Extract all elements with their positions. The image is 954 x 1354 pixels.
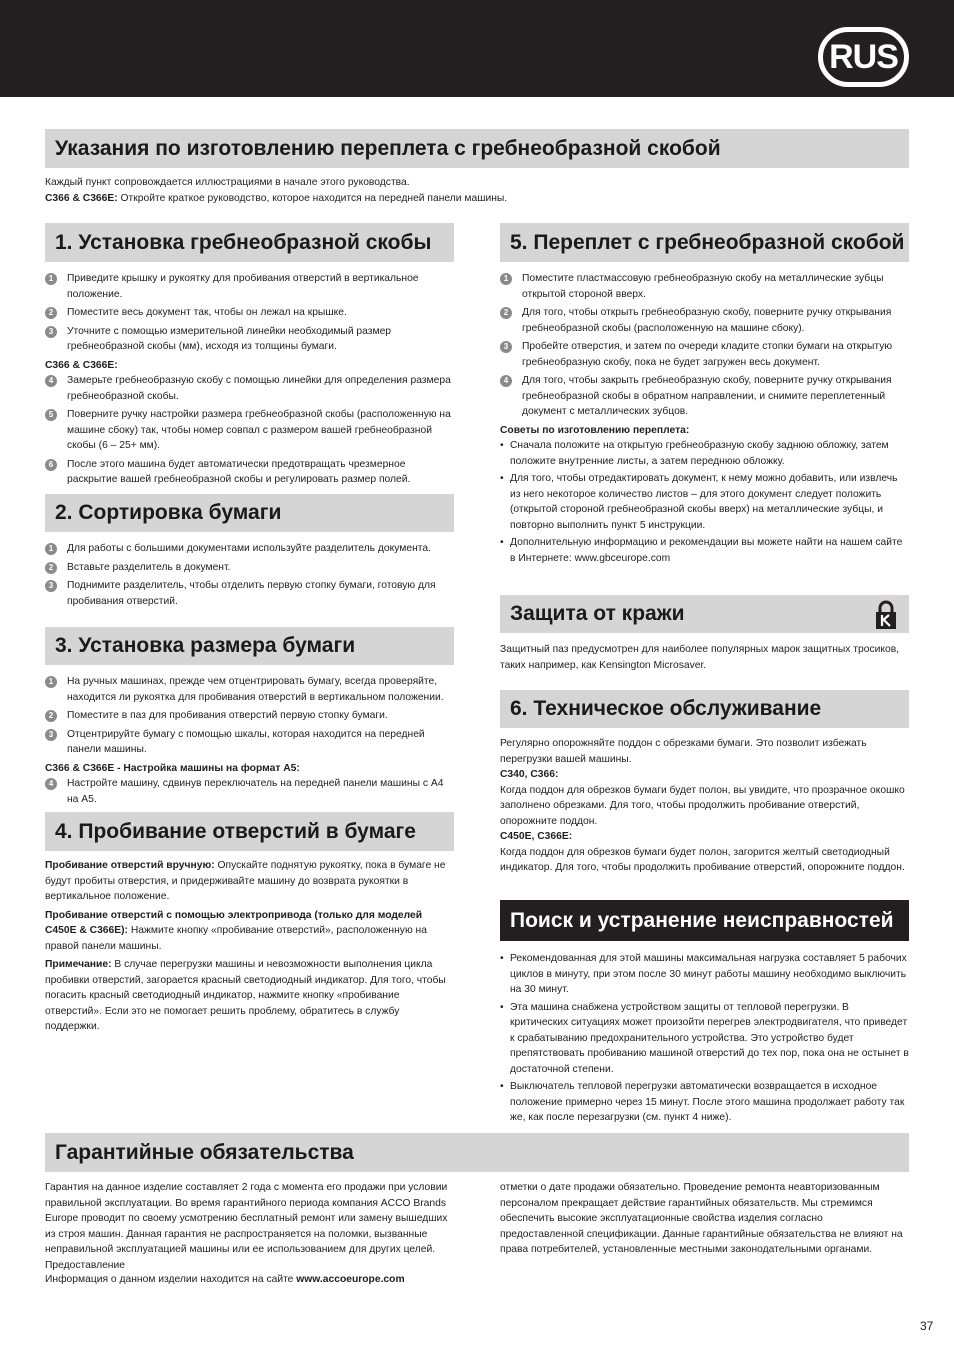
section-2-title: 2. Сортировка бумаги <box>45 494 454 532</box>
list-item-text: Выключатель тепловой перегрузки автоматически возвращается в исходное положение примерно через 15 минут. После этого машина продолжает работу так же, как после перезагрузки (см. пункт 4 ниже). <box>510 1081 905 1123</box>
step-text: Уточните с помощью измерительной линейки необходимый размер гребнеобразной скобы (мм), исходя из толщины бумаги. <box>67 325 392 352</box>
troubleshooting-body <box>500 951 909 1128</box>
step-text: Поместите в паз для пробивания отверстий первую стопку бумаги. <box>67 710 388 721</box>
paragraph-lead: Пробивание отверстий с помощью электропривода (только для моделей C450E & C366E): <box>45 909 423 936</box>
step-number-icon: 4 <box>500 375 512 387</box>
warranty-left: Гарантия на данное изделие составляет 2 года с момента его продажи при условии правильной эксплуатации. Во время гарантийного периода компания ACCO Brands Europe проводит по своему усмотрению бесплатный ремонт или замену вышедших из строя машин. Данная гарантия не распространяется на поломки, вызванные неправильной эксплуатацией машины или ее использованием для других целей. Предоставление <box>45 1182 448 1271</box>
step-text: Поверните ручку настройки размера гребнеобразной скобы (расположенную на машине сбоку) так, чтобы номер совпал с размером вашей гребнеобразной скобы (6 – 25+ мм). <box>67 409 451 451</box>
section-4-title: 4. Пробивание отверстий в бумаге <box>45 812 454 851</box>
step-item <box>45 305 455 321</box>
intro-text: Откройте краткое руководство, которое находится на передней панели машины. <box>117 192 508 204</box>
tip-text: Для того, чтобы отредактировать документ, к нему можно добавить, или извлечь из него некоторое количество листов – для этого документ следует положить (открытой стороной гребнеобразной скобы вверх) на металлические зубцы, и повторно выполнить пункт 5 инструкции. <box>510 473 898 531</box>
list-item: • Рекомендованная для этой машины максимальная нагрузка составляет 5 рабочих циклов в минуту, при этом после 30 минут работы машину необходимо выключить на 30 минут. <box>500 953 907 995</box>
section-5-title: 5. Переплет с гребнеобразной скобой <box>500 223 909 262</box>
paragraph: Регулярно опорожняйте поддон с обрезками бумаги. Это позволит избежать перегрузки вашей машины. <box>500 738 867 765</box>
section-1-body <box>45 271 455 491</box>
step-item <box>500 305 909 336</box>
step-number-icon: 3 <box>45 729 57 741</box>
intro <box>45 175 909 206</box>
paragraph <box>45 957 455 1035</box>
step-number-icon: 3 <box>45 580 57 592</box>
step-item <box>45 271 455 302</box>
step-number-icon: 4 <box>45 778 57 790</box>
step-text: Для того, чтобы открыть гребнеобразную скобу, поверните ручку открывания гребнеобразной скобы (расположенную на машине сбоку). <box>522 307 892 334</box>
step-text: Поместите весь документ так, чтобы он лежал на крышке. <box>67 307 347 318</box>
section-1-title: 1. Установка гребнеобразной скобы <box>45 223 454 262</box>
model-subheading: C450E, C366E: <box>500 831 573 842</box>
step-item <box>500 271 909 302</box>
model-subheading: C366 & C366E - Настройка машины на формат A5: <box>45 762 300 774</box>
paragraph <box>45 908 455 955</box>
warranty-title: Гарантийные обязательства <box>45 1133 909 1172</box>
list-item-text: Рекомендованная для этой машины максимальная нагрузка составляет 5 рабочих циклов в минуту, при этом после 30 минут работы машину необходимо выключить на 30 минут. <box>510 953 907 995</box>
step-item <box>45 541 455 557</box>
step-item <box>45 708 455 724</box>
intro-model: C366 & C366E: <box>45 192 118 204</box>
step-item <box>45 727 455 758</box>
paragraph-lead: Примечание: <box>45 959 112 970</box>
step-number-icon: 2 <box>45 562 57 574</box>
section-6-body <box>500 736 909 876</box>
step-text: Настройте машину, сдвинув переключатель на передней панели машины с A4 на A5. <box>67 778 444 805</box>
step-text: Пробейте отверстия, и затем по очереди кладите стопки бумаги на открытую гребнеобразную скобу, пока не будет загружен весь документ. <box>522 341 893 368</box>
section-3-title: 3. Установка размера бумаги <box>45 627 454 665</box>
list-item: • Выключатель тепловой перегрузки автоматически возвращается в исходное положение примерно через 15 минут. После этого машина продолжает работу так же, как после перезагрузки (см. пункт 4 ниже). <box>500 1081 905 1123</box>
theft-title: Защита от кражи <box>500 595 909 633</box>
paragraph-text: Опускайте поднятую рукоятку, пока в бумаге не будут пробиты отверстия, и придерживайте машину до возврата рукоятки в вертикальное положение. <box>45 860 446 902</box>
step-number-icon: 3 <box>45 326 57 338</box>
tip-item: • Для того, чтобы отредактировать документ, к нему можно добавить, или извлечь из него некоторое количество листов – для этого документ следует положить (открытой стороной гребнеобразной скобы вверх) на металлические зубцы, и повторно выполнить пункт 5 инструкции. <box>500 473 898 531</box>
step-text: Отцентрируйте бумагу с помощью шкалы, которая находится на передней панели машины. <box>67 728 425 755</box>
header-bar <box>0 0 954 97</box>
section-4-body <box>45 858 455 1035</box>
product-info <box>45 1272 645 1288</box>
model-subheading: C366 & C366E: <box>45 359 118 371</box>
section-2-body <box>45 541 455 612</box>
paragraph-text: Нажмите кнопку «пробивание отверстий», расположенную на правой панели машины. <box>45 925 427 952</box>
tip-item: • Дополнительную информацию и рекомендации вы можете найти на нашем сайте в Интернете: www.gbceurope.com <box>500 537 903 564</box>
paragraph-text: В случае перегрузки машины и невозможности выполнения цикла пробивки отверстий, загорается красный светодиодный индикатор. Для того, чтобы погасить красный светодиодный индикатор, нажмите кнопку «пробивание отверстий». Если это не помогает решить проблему, обратитесь в службу поддержки. <box>45 959 446 1032</box>
section-5-body <box>500 271 909 568</box>
step-item <box>45 776 455 807</box>
list-item-text: Эта машина снабжена устройством защиты от тепловой перегрузки. В критических ситуациях может произойти перегрев электродвигателя, что приведет к срабатыванию предохранительного устройства. Это устройство будет препятствовать пробиванию машиной отверстий до тех пор, пока она не остынет в достаточной степени. <box>510 1001 909 1075</box>
step-item <box>500 373 909 420</box>
tip-text: Сначала положите на открытую гребнеобразную скобу заднюю обложку, затем положите внутренние листы, а затем переднюю обложку. <box>510 440 889 467</box>
step-item <box>500 339 909 370</box>
product-info-text: Информация о данном изделии находится на сайте <box>45 1274 297 1285</box>
theft-body: Защитный паз предусмотрен для наиболее популярных марок защитных тросиков, таких например, как Kensington Microsaver. <box>500 644 900 671</box>
section-6-title: 6. Техническое обслуживание <box>500 690 909 728</box>
step-item <box>45 457 455 488</box>
step-text: Замерьте гребнеобразную скобу с помощью линейки для определения размера гребнеобразной скобы. <box>67 375 451 402</box>
step-text: На ручных машинах, прежде чем отцентрировать бумагу, всегда проверяйте, находится ли рукоятка для пробивания отверстий в вертикальном положении. <box>67 676 444 703</box>
step-item <box>45 373 455 404</box>
step-text: Приведите крышку и рукоятку для пробивания отверстий в вертикальное положение. <box>67 273 419 300</box>
main-title: Указания по изготовлению переплета с гребнеобразной скобой <box>45 129 909 168</box>
list-item: • Эта машина снабжена устройством защиты от тепловой перегрузки. В критических ситуациях может произойти перегрев электродвигателя, что приведет к срабатыванию предохранительного устройства. Это устройство будет препятствовать пробиванию машиной отверстий до тех пор, пока она не остынет в достаточной степени. <box>500 1001 909 1075</box>
warranty-right: отметки о дате продажи обязательно. Проведение ремонта неавторизованным персоналом прекращает действие гарантийных обязательств. Мы стремимся обеспечить высокие эксплуатационные свойства изделия согласно предоставленной спецификации. Данные гарантийные обязательства не влияют на права потребителей, установленные местными законодательными органами. <box>500 1182 903 1255</box>
step-text: Поднимите разделитель, чтобы отделить первую стопку бумаги, готовую для пробивания отверстий. <box>67 580 436 607</box>
step-number-icon: 5 <box>45 409 57 421</box>
step-text: Вставьте разделитель в документ. <box>67 561 231 573</box>
step-number-icon: 1 <box>45 543 57 555</box>
step-text: Для того, чтобы закрыть гребнеобразную скобу, поверните ручку открывания гребнеобразной скобы в обратном направлении, и снимите переплетенный документ с металлических зубцов. <box>522 375 892 417</box>
language-badge: RUS <box>818 27 909 87</box>
tip-item: • Сначала положите на открытую гребнеобразную скобу заднюю обложку, затем положите внутренние листы, а затем переднюю обложку. <box>500 440 889 467</box>
model-subheading: C340, C366: <box>500 769 559 780</box>
step-number-icon: 2 <box>45 710 57 722</box>
paragraph: Когда поддон для обрезков бумаги будет полон, вы увидите, что прозрачное окошко заполнено обрезками. Для того, чтобы продолжить пробивание отверстий, опорожните поддон. <box>500 784 905 827</box>
step-number-icon: 4 <box>45 375 57 387</box>
tips-heading: Советы по изготовлению переплета: <box>500 424 690 436</box>
page-number: 37 <box>920 1319 934 1333</box>
section-3-body <box>45 674 455 810</box>
step-number-icon: 2 <box>500 307 512 319</box>
step-number-icon: 1 <box>500 273 512 285</box>
paragraph-lead: Пробивание отверстий вручную: <box>45 860 215 871</box>
step-number-icon: 1 <box>45 676 57 688</box>
step-number-icon: 3 <box>500 341 512 353</box>
step-number-icon: 1 <box>45 273 57 285</box>
paragraph <box>45 858 455 905</box>
intro-line: Каждый пункт сопровождается иллюстрациями в начале этого руководства. <box>45 177 410 188</box>
step-text: Поместите пластмассовую гребнеобразную скобу на металлические зубцы открытой стороной вверх. <box>522 273 884 300</box>
intro-line <box>45 191 909 207</box>
step-item <box>45 578 455 609</box>
kensington-lock-icon <box>874 600 898 630</box>
step-item <box>45 324 455 355</box>
step-number-icon: 2 <box>45 307 57 319</box>
step-item <box>45 560 455 576</box>
step-text: После этого машина будет автоматически предотвращать чрезмерное раскрытие вашей гребнеобразной скобы и регулировать размер полей. <box>67 458 411 485</box>
tip-text: Дополнительную информацию и рекомендации вы можете найти на нашем сайте в Интернете: www.gbceurope.com <box>510 537 903 564</box>
step-item <box>45 674 455 705</box>
step-text: Для работы с большими документами используйте разделитель документа. <box>67 543 431 554</box>
product-info-link[interactable]: www.accoeurope.com <box>296 1274 405 1285</box>
troubleshooting-title: Поиск и устранение неисправностей <box>500 900 909 941</box>
paragraph: Когда поддон для обрезков бумаги будет полон, загорится желтый светодиодный индикатор. Для того, чтобы продолжить пробивание отверстий, опорожните поддон. <box>500 846 905 873</box>
step-number-icon: 6 <box>45 459 57 471</box>
step-item <box>45 407 455 454</box>
